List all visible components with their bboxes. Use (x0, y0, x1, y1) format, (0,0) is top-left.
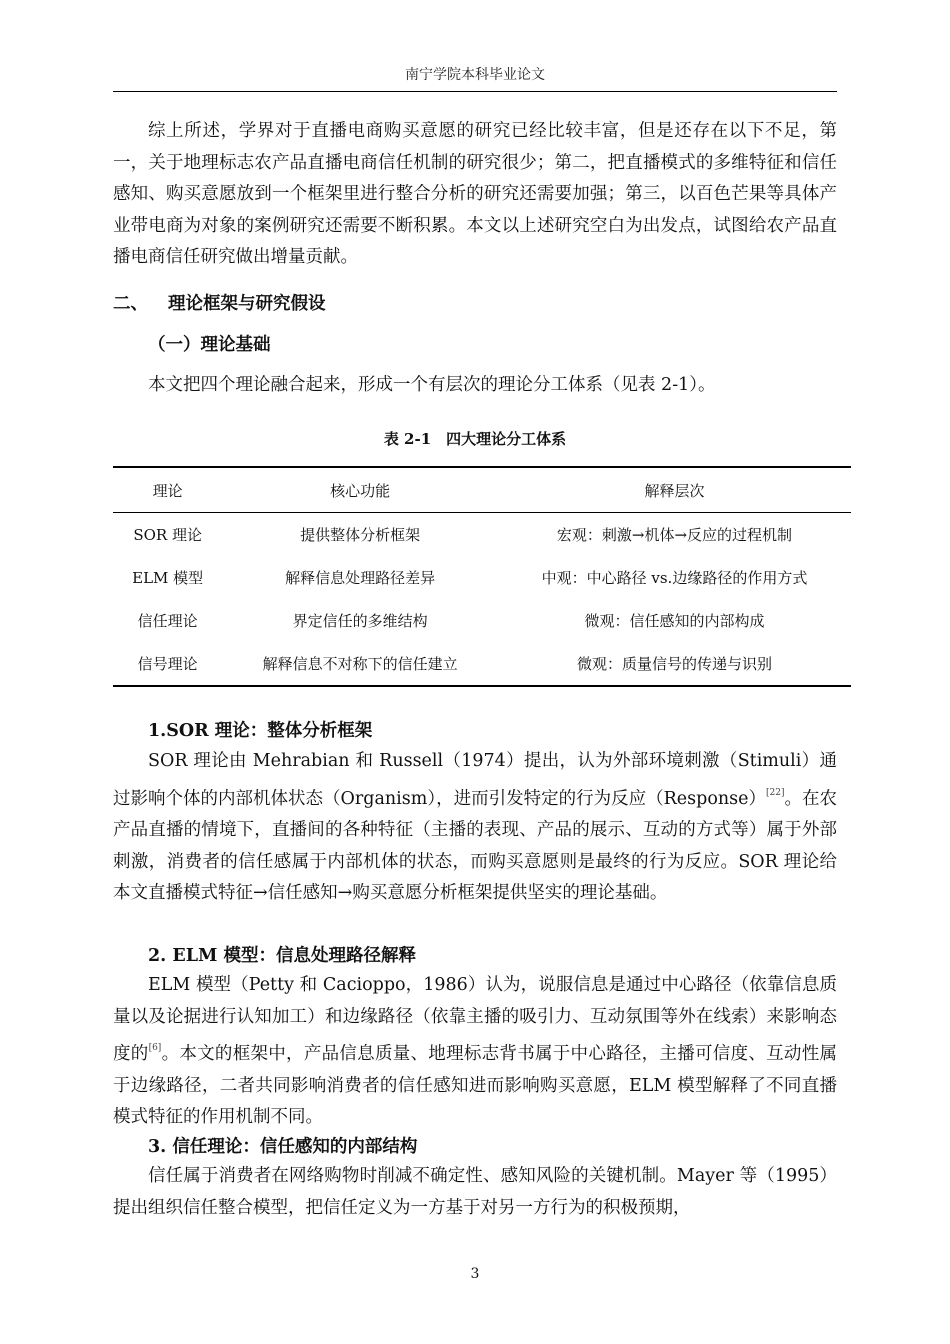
table-cell: 微观：质量信号的传递与识别 (576, 655, 772, 673)
table-row (113, 556, 851, 599)
section-number: 二、 (113, 294, 148, 314)
table-cell: 信号理论 (137, 655, 198, 673)
table-row (113, 513, 851, 557)
table-cell: 信任理论 (137, 612, 198, 630)
sor-heading: 1.SOR 理论：整体分析框架 (148, 721, 373, 741)
table-cell: 提供整体分析框架 (300, 526, 421, 544)
trust-heading: 3. 信任理论：信任感知的内部结构 (148, 1137, 418, 1157)
sor-text: SOR 理论由 Mehrabian 和 Russell（1974）提出，认为外部环境刺激（Stimuli）通过影响个体的内部机体状态（Organism），进而引发特定的行为反应（Response） (113, 751, 837, 809)
table-cell: 宏观：刺激→机体→反应的过程机制 (556, 526, 793, 544)
elm-paragraph (113, 970, 837, 1134)
table-cell: ELM 模型 (132, 569, 204, 587)
page-number: 3 (470, 1266, 480, 1282)
table-header-cell: 核心功能 (222, 467, 498, 513)
citation-ref[interactable]: [22] (766, 787, 785, 798)
table-row (113, 642, 851, 686)
table-cell: 界定信任的多维结构 (292, 612, 428, 630)
section-title: 理论框架与研究假设 (168, 294, 326, 314)
elm-text-continued: 。本文的框架中，产品信息质量、地理标志背书属于中心路径，主播可信度、互动性属于边缘路径，二者共同影响消费者的信任感知进而影响购买意愿，ELM 模型解释了不同直播模式特征的作用机制不同。 (113, 1044, 837, 1127)
table-header-cell: 解释层次 (498, 467, 851, 513)
table-caption: 表 2-1 四大理论分工体系 (383, 430, 567, 448)
trust-paragraph: 信任属于消费者在网络购物时削减不确定性、感知风险的关键机制。Mayer 等（1995）提出组织信任整合模型，把信任定义为一方基于对另一方行为的积极预期， (113, 1166, 837, 1218)
table-cell: 中观：中心路径 vs.边缘路径的作用方式 (541, 569, 808, 587)
table-row (113, 599, 851, 642)
table-cell: SOR 理论 (133, 526, 202, 544)
sor-text-continued: 。在农产品直播的情境下，直播间的各种特征（主播的表现、产品的展示、互动的方式等）属于外部刺激，消费者的信任感属于内部机体的状态，而购买意愿则是最终的行为反应。SOR 理论给本文直播模式特征→信任感知→购买意愿分析框架提供坚实的理论基础。 (113, 788, 837, 903)
citation-ref[interactable]: [6] (148, 1043, 162, 1053)
section-heading (113, 290, 326, 315)
table-cell: 解释信息不对称下的信任建立 (262, 655, 458, 673)
intro-paragraph: 本文把四个理论融合起来，形成一个有层次的理论分工体系（见表 2-1）。 (148, 375, 716, 395)
elm-text: ELM 模型（Petty 和 Cacioppo，1986）认为，说服信息是通过中心路径（依靠信息质量以及论据进行认知加工）和边缘路径（依靠主播的吸引力、互动氛围等外在线索）来影响态度的 (113, 975, 837, 1064)
table-header-cell: 理论 (113, 467, 222, 513)
running-header: 南宁学院本科毕业论文 (405, 67, 545, 83)
theory-table (113, 466, 851, 687)
table-header-row (113, 467, 851, 513)
summary-paragraph: 综上所述，学界对于直播电商购买意愿的研究已经比较丰富，但是还存在以下不足，第一，关于地理标志农产品直播电商信任机制的研究很少；第二，把直播模式的多维特征和信任感知、购买意愿放到一个框架里进行整合分析的研究还需要加强；第三，以百色芒果等具体产业带电商为对象的案例研究还需要不断积累。本文以上述研究空白为出发点，试图给农产品直播电商信任研究做出增量贡献。 (113, 121, 837, 267)
sor-paragraph (113, 746, 837, 910)
table-cell: 解释信息处理路径差异 (285, 569, 436, 587)
subsection-heading: （一）理论基础 (148, 335, 271, 355)
header-divider (113, 91, 837, 92)
elm-heading: 2. ELM 模型：信息处理路径解释 (148, 946, 416, 966)
table-cell: 微观：信任感知的内部构成 (584, 612, 765, 630)
